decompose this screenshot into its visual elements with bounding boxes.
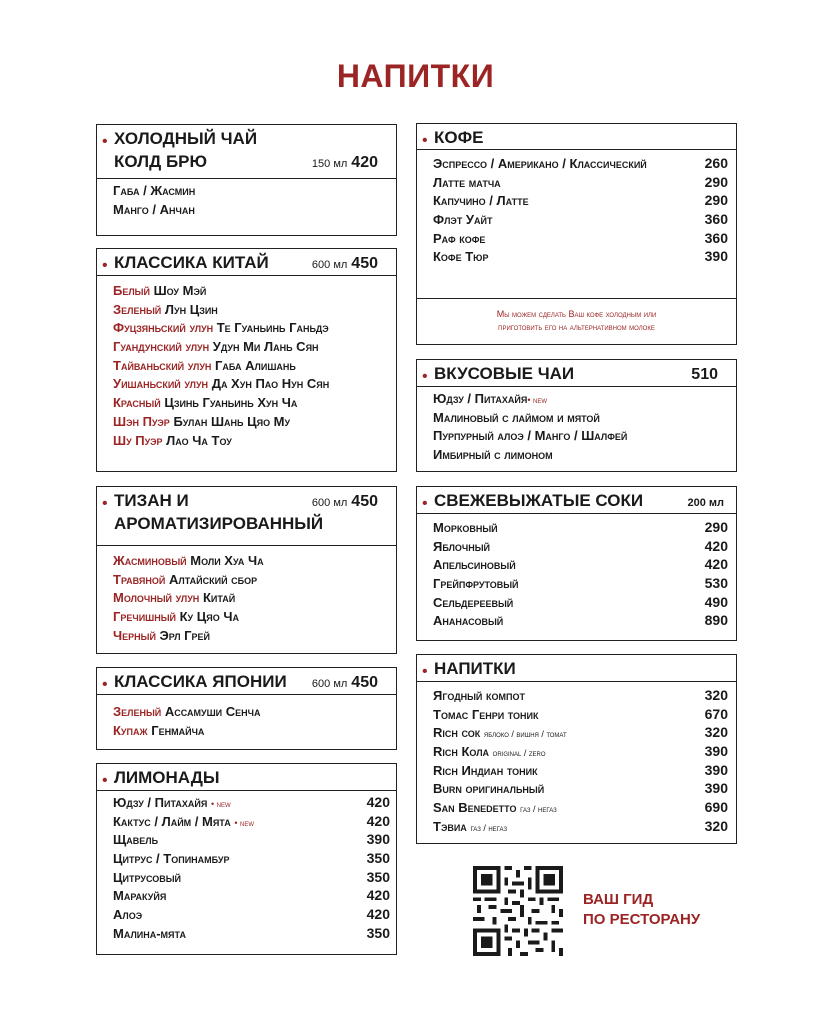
menu-item: Алоэ	[113, 907, 143, 923]
china-classics-section	[96, 248, 397, 472]
menu-item: Флэт Уайт	[433, 212, 493, 228]
lemonades-section	[96, 763, 397, 955]
section-price: 600 мл 450	[311, 255, 378, 272]
item-price: 290	[704, 192, 728, 209]
menu-item: Щавель	[113, 832, 159, 848]
section-header	[97, 487, 396, 546]
item-price: 490	[704, 593, 728, 610]
menu-item: Кофе Тюр	[433, 249, 489, 265]
section-price: 510	[691, 366, 718, 383]
menu-item: Яблочный	[433, 538, 491, 554]
menu-item: Грейпфрутовый	[433, 576, 519, 592]
item-price: 260	[704, 155, 728, 171]
menu-item: Гуандунский улун Удун Ми Лань Сян	[113, 339, 319, 355]
section-title: КЛАССИКА КИТАЙ	[114, 253, 269, 272]
bullet-icon: •	[422, 495, 428, 512]
section-title: ТИЗАН И АРОМАТИЗИРОВАННЫЙ	[114, 491, 324, 533]
item-price: 420	[704, 537, 728, 554]
cold-tea-section	[96, 124, 397, 236]
menu-item: Фуцзяньский улун Те Гуаньинь Ганьдэ	[113, 320, 329, 336]
menu-item: Маракуйя	[113, 888, 167, 904]
section-price: 150 мл 420	[311, 154, 378, 171]
menu-item: Цитрусовый	[113, 869, 182, 885]
item-price: 420	[366, 812, 390, 829]
menu-item: Зеленый Ассамуши Сенча	[113, 704, 261, 719]
item-price: 530	[704, 575, 728, 592]
menu-item: Малиновый с лаймом и мятой	[433, 409, 600, 425]
menu-item: Морковный	[433, 520, 498, 535]
section-title: ВКУСОВЫЕ ЧАИ	[434, 364, 575, 383]
section-title: НАПИТКИ	[434, 659, 516, 678]
menu-item: Кактус / Лайм / Мята • new	[113, 813, 255, 829]
menu-item: Тайваньский улун Габа Алишань	[113, 357, 296, 373]
item-price: 360	[704, 229, 728, 246]
item-price: 390	[704, 248, 728, 265]
menu-item: Шу Пуэр Лао Ча Тоу	[113, 432, 232, 448]
page-title: НАПИТКИ	[336, 58, 495, 94]
menu-item: Молочный улун Китай	[113, 590, 236, 606]
flavored-tea-section	[416, 359, 737, 472]
section-title: СВЕЖЕВЫЖАТЫЕ СОКИ	[434, 491, 644, 510]
menu-item: Ягодный компот	[433, 688, 525, 703]
bullet-icon: •	[102, 495, 108, 512]
japan-classics-section	[96, 667, 397, 750]
menu-item: Имбирный с лимоном	[433, 447, 553, 463]
menu-item: Апельсиновый	[433, 557, 516, 573]
menu-item: Цитрус / Топинамбур	[113, 851, 230, 867]
section-price: 600 мл 450	[311, 493, 378, 510]
section-header	[97, 249, 396, 276]
item-price: 890	[704, 612, 728, 629]
item-price: 390	[704, 743, 728, 760]
section-header	[97, 668, 396, 695]
section-title: ХОЛОДНЫЙ ЧАЙ КОЛД БРЮ	[114, 129, 258, 171]
menu-item: San Benedetto газ / негаз	[433, 800, 557, 816]
menu-item: Манго / Анчан	[113, 201, 195, 217]
section-volume: 200 мл	[687, 497, 724, 509]
divider	[417, 298, 736, 299]
coffee-section	[416, 123, 737, 345]
menu-item: Rich сок яблоко / вишня / томат	[433, 725, 567, 741]
item-price: 420	[366, 794, 390, 810]
tisane-section	[96, 486, 397, 654]
item-price: 390	[366, 831, 390, 848]
item-price: 670	[704, 705, 728, 722]
section-header	[417, 124, 736, 150]
drinks-section	[416, 654, 737, 844]
section-price: 600 мл 450	[311, 674, 378, 691]
menu-item: Ананасовый	[433, 613, 504, 629]
bullet-icon: •	[102, 133, 108, 150]
menu-item: Габа / Жасмин	[113, 183, 196, 198]
menu-item: Раф кофе	[433, 230, 486, 246]
menu-item: Шэн Пуэр Булан Шань Цяо Му	[113, 413, 291, 429]
section-header	[417, 360, 736, 387]
bullet-icon: •	[422, 663, 428, 680]
menu-item: Уишаньский улун Да Хун Пао Нун Сян	[113, 376, 330, 392]
item-price: 350	[366, 924, 390, 941]
bullet-icon: •	[102, 676, 108, 693]
item-price: 420	[366, 906, 390, 923]
menu-item: Капучино / Латте	[433, 193, 529, 209]
menu-item: Сельдереевый	[433, 594, 514, 610]
item-price: 390	[704, 780, 728, 797]
menu-item: Малина-мята	[113, 925, 186, 941]
menu-item: Юдзу / Питахайя• new	[433, 391, 547, 406]
menu-item: Красный Цзинь Гуаньинь Хун Ча	[113, 395, 298, 411]
item-price: 390	[704, 761, 728, 778]
menu-item: Белый Шоу Мэй	[113, 283, 207, 298]
menu-item: Burn оригинальный	[433, 781, 545, 797]
menu-item: Жасминовый Моли Хуа Ча	[113, 553, 264, 568]
menu-item: Травяной Алтайский сбор	[113, 571, 258, 587]
section-header	[97, 125, 396, 179]
menu-item: Купаж Генмайча	[113, 722, 205, 738]
menu-item: Эспрессо / Американо / Классический	[433, 156, 647, 171]
item-price: 690	[704, 799, 728, 816]
menu-item: Rich Индиан тоник	[433, 762, 538, 778]
bullet-icon: •	[102, 772, 108, 789]
menu-item: Зеленый Лун Цзин	[113, 301, 218, 317]
item-price: 360	[704, 211, 728, 228]
item-price: 290	[704, 519, 728, 535]
bullet-icon: •	[102, 257, 108, 274]
item-price: 420	[704, 556, 728, 573]
section-title: ЛИМОНАДЫ	[114, 768, 220, 787]
qr-code-icon[interactable]	[472, 866, 564, 956]
bullet-icon: •	[422, 132, 428, 149]
item-price: 350	[366, 868, 390, 885]
menu-item: Юдзу / Питахайя • new	[113, 795, 231, 810]
menu-item: Гречишный Ку Цяо Ча	[113, 609, 239, 625]
menu-item: Тэвиа газ / негаз	[433, 818, 508, 834]
section-title: КЛАССИКА ЯПОНИИ	[114, 672, 287, 691]
menu-item: Пурпурный алоэ / Манго / Шалфей	[433, 428, 628, 444]
item-price: 290	[704, 173, 728, 190]
bullet-icon: •	[422, 368, 428, 385]
section-header	[417, 487, 736, 514]
section-header	[97, 764, 396, 791]
section-title: КОФЕ	[434, 128, 484, 147]
restaurant-guide-label: ВАШ ГИД ПО РЕСТОРАНУ	[583, 891, 701, 928]
section-header	[417, 655, 736, 682]
menu-item: Латте матча	[433, 174, 501, 190]
item-price: 320	[704, 817, 728, 834]
item-price: 420	[366, 887, 390, 904]
menu-item: Черный Эрл Грей	[113, 627, 211, 643]
menu-item: Томас Генри тоник	[433, 706, 539, 722]
item-price: 350	[366, 850, 390, 867]
coffee-note: Мы можем сделать Ваш кофе холодным или приготовить его на альтернативном молоке	[496, 309, 657, 332]
item-price: 320	[704, 687, 728, 703]
item-price: 320	[704, 724, 728, 741]
juices-section	[416, 486, 737, 641]
menu-item: Rich Кола original / zero	[433, 744, 546, 760]
